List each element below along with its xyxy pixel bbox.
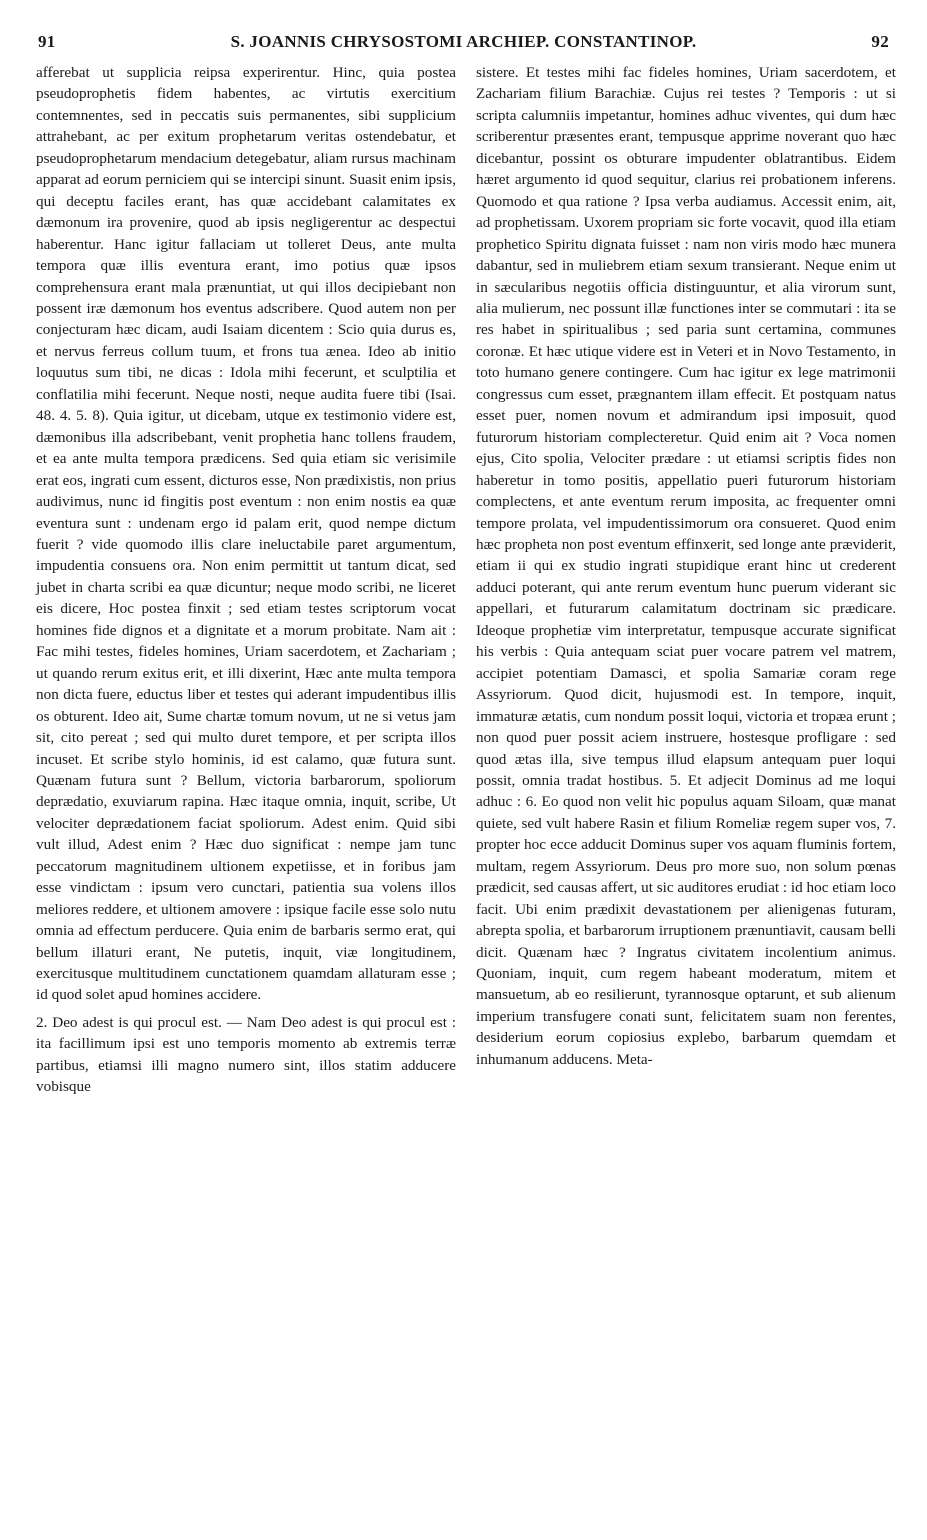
page-header <box>34 32 893 56</box>
right-column <box>476 62 896 1070</box>
left-paragraph-1: afferebat ut supplicia reipsa experirentur. Hinc, quia postea pseudoprophetis fidem habentes, ac virtutis exercitium contemnentes, sed in peccatis suis permanentes, sibi supplicium attrahebant, ac per exitum prophetarum veritas ostendebatur, et pseudoprophetarum mendacium detegebatur, aliam rursus machinam apparat ad eorum perniciem qui se intercipi sinunt. Suasit enim ipsis, qui deceptu faciles erant, has quæ accidebant calamitates ex dæmonum ira provenire, quod ab ipsis negligerentur ac despectui haberentur. Hanc igitur fallaciam ut tolleret Deus, ante multa tempora quæ illis eventura erant, imo potius quæ ipsos comprehensura erant mala prænuntiat, ut qui illos decipiebant non possent iræ dæmonum hos eventus adscribere. Quod autem non per conjecturam hæc dicam, audi Isaiam dicentem : Scio quia durus es, et nervus ferreus collum tuum, et frons tua ænea. Ideo ab initio loquutus sum tibi, ne dicas : Idola mihi fecerunt, et sculptilia et conflatilia mihi fecerunt. Neque nosti, neque audita fuere tibi (Isai. 48. 4. 5. 8). Quia igitur, ut dicebam, utque ex testimonio videre est, dæmonibus illa adscribebant, venit prophetia hanc tollens fraudem, et ea ante multa tempora prædicens. Sed quia etiam sic verisimile erat eos, ingrati cum essent, dicturos esse, Non prædixistis, non prius audivimus, nunc id fingitis post eventum : non enim nostis ea quæ eventura sunt : undenam ergo id palam erit, quod nempe dictum fuerit ? vide quomodo illis clare ineluctabile paret argumentum, impudentia consuens ora. Non enim permittit ut tantum dicat, sed jubet in charta scribi ea quæ dicuntur; neque modo scribi, ne liceret eis dicere, Hoc postea finxit ; sed etiam testes scriptorum vocat homines fide dignos et a dignitate et a morum probitate. Nam ait : Fac mihi testes, fideles homines, Uriam sacerdotem, et Zachariam ; ut quando rerum exitus erit, et illi dixerint, Hæc ante multa tempora non dicta fuere, eductus liber et testes qui aderant impudentibus illis os obturent. Ideo ait, Sume chartæ tomum novum, ut ne si vetus jam sit, cito pereat ; sed qui multo duret tempore, et per scripta illos incuset. Et scribe stylo hominis, id est calamo, quæ futura sunt. Quænam futura sunt ? Bellum, victoria barbarorum, spoliorum deprædatio, exuviarum rapina. Hæc itaque omnia, inquit, scribe, Ut velociter deprædationem faciat spoliorum. Adest enim. Quid sibi vult illud, Adest enim ? Hæc duo significat : nempe jam tunc peccatorum magnitudinem ultionem expetiisse, et in foribus jam esse vindictam : ipsum vero cunctari, patientia sua volens illos meliores reddere, et ultionem amovere : ipsique facile esse solo nutu omnia ad effectum perducere. Quia enim de barbaris sermo erat, qui bellum illaturi erant, Ne putetis, inquit, viæ longitudinem, exercitusque multitudinem cunctationem quamdam allaturam esse ; id quod solet apud homines accidere. <box>36 64 456 1004</box>
left-paragraph-2: 2. Deo adest is qui procul est. — Nam Deo adest is qui procul est : ita facillimum ipsi est uno temporis momento ab extremis terræ partibus, etiamsi illi magno numero sint, illos statim adducere vobisque <box>36 1013 456 1096</box>
page-number-left: 91 <box>38 32 56 51</box>
running-title: S. JOANNIS CHRYSOSTOMI ARCHIEP. CONSTANTINOP. <box>230 32 697 51</box>
right-paragraph-1: sistere. Et testes mihi fac fideles homines, Uriam sacerdotem, et Zachariam filium Barachiæ. Cujus rei testes ? Temporis : ut si scripta calumniis impetantur, homines adhuc viventes, qui dum hæc scriberentur præsentes erant, tempusque apprime noverant quo hæc dicebantur, possint os obturare impudenter oblatrantibus. Eidem hæret argumento id quod sequitur, clarius rei probationem inferens. Quomodo et qua ratione ? Ipsa verba audiamus. Accessit enim, ait, ad prophetissam. Uxorem propriam sic forte vocavit, quod illa etiam prophetico Spiritu dignata fuisset : nam non viris modo hæc munera dabantur, sed in muliebrem etiam sexum transierant. Neque enim ut in sæcularibus negotiis officia distinguuntur, et alia virorum sunt, alia mulierum, nec possunt illæ functiones inter se commutari : ita se res habet in spiritualibus ; sed paria sunt certamina, communes coronæ. Et hæc utique videre est in Veteri et in Novo Testamento, in toto humano genere contingere. Cum hac igitur ex lege matrimonii congressus cum esset, prægnantem illam effecit. Et postquam natus esset puer, nomen novum et admirandum ipsi imposuit, quod futurorum historiam complecteretur. Quid enim ait ? Voca nomen ejus, Cito spolia, Velociter prædare : ut etiamsi scriptis fides non haberetur in tomo positis, appellatio pueri futurorum historiam complectens, et ante eventum rerum imposita, ac frequenter omni tempore prolata, vel impudentissimorum ora consueret. Quod enim hæc propheta non post eventum effinxerit, sed longe ante præviderit, etiam ii qui ex studio ingrati stupidique erant hinc ut crederent adduci poterant, qui ante rerum eventum hunc puerum viderant sic appellari, et futurarum calamitatum doctrinam sic prædicare. Ideoque prophetiæ vim interpretatur, tempusque accurate significat his verbis : Quia antequam sciat puer vocare patrem vel matrem, accipiet potentiam Damasci, et spolia Samariæ coram rege Assyriorum. Quod dicit, hujusmodi est. In tempore, inquit, immaturæ ætatis, cum nondum possit loqui, victoria et tropæa erunt ; non quod puer possit aciem instruere, hostesque profligare : sed quod ætas illa, sive tempus illud elapsum antequam puer loqui possit, omnia tradat hostibus. 5. Et adjecit Dominus ad me loqui adhuc : 6. Eo quod non velit hic populus aquam Siloam, quæ manat quiete, sed vult habere Rasin et filium Romeliæ regem super vos, 7. propter hoc ecce adducit Dominus super vos aquam fluminis fortem, multam, regem Assyriorum. Deus pro more suo, non solum pœnas prædicit, sed causas affert, ut sic auditores erudiat : id hoc etiam loco facit. Ubi enim prædixit devastationem per alienigenas futuram, abrepta spolia, et barbarorum irruptionem prænuntiavit, causam belli dicit. Quænam hæc ? Ingratus civitatem incolentium animus. Quoniam, inquit, cum regem habeant moderatum, mitem et mansuetum, ab eo resilierunt, tyrannosque optarunt, et sub alienum imperium transfugere conati sunt, felicitatem suam non ferentes, desiderium eorum copiosius explebo, barbarum quemdam et inhumanum adducens. Meta- <box>476 64 896 1068</box>
left-column <box>36 62 456 1098</box>
page-number-right: 92 <box>871 32 889 51</box>
